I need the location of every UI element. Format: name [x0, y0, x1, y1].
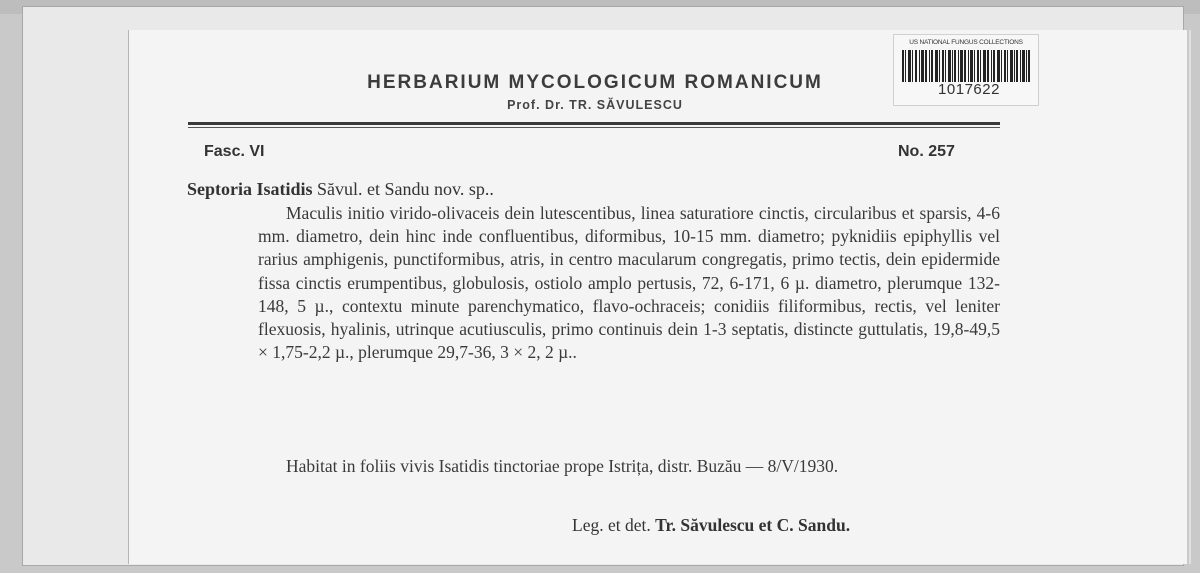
- label-fold: [1189, 30, 1191, 564]
- barcode-label: [893, 34, 1039, 106]
- species-name: Septoria Isatidis: [187, 179, 313, 199]
- collector-prefix: Leg. et det.: [572, 515, 656, 535]
- barcode-caption: US NATIONAL FUNGUS COLLECTIONS: [909, 39, 1023, 46]
- species-description: Maculis initio virido-olivaceis dein lutescentibus, linea saturatiore cinctis, circularibus et sparsis, 4-6 mm. diametro, dein hinc inde confluentibus, diformibus, 10-15 mm. diametro; pyknidiis epiphyllis vel rarius amphigenis, punctiformibus, atris, in centro macularum congregatis, primo tectis, dein epidermide fissa cinctis erumpentibus, globulosis, ostiolo amplo pertusis, 72, 6-171, 6 µ. diametro, plerumque 132-148, 5 µ., contextu minute parenchymatico, flavo-ochraceis; conidiis filiformibus, rectis, vel leniter flexuosis, hyalinis, utrinque acutiusculis, primo continuis dein 1-3 septatis, distincte guttulatis, 19,8-49,5 × 1,75-2,2 µ., plerumque 29,7-36, 3 × 2, 2 µ..: [258, 203, 1000, 363]
- barcode-number: 1017622: [938, 81, 1000, 98]
- species-line: [187, 179, 494, 200]
- herbarium-title: HERBARIUM MYCOLOGICUM ROMANICUM: [367, 72, 823, 93]
- species-authority: Săvul. et Sandu nov. sp..: [312, 179, 494, 199]
- collector-names: Tr. Săvulescu et C. Sandu.: [655, 515, 851, 535]
- barcode-icon: [902, 50, 1030, 82]
- habitat-text: Habitat in foliis vivis Isatidis tinctoriae prope Istrița, distr. Buzău — 8/V/1930.: [286, 456, 839, 476]
- header-rule-thick: [188, 122, 1000, 125]
- specimen-number: No. 257: [898, 143, 955, 160]
- herbarium-editor: Prof. Dr. TR. SĂVULESCU: [507, 98, 683, 112]
- header-rule-thin: [188, 127, 1000, 128]
- collector-line: [572, 515, 850, 536]
- fascicle: Fasc. VI: [204, 143, 265, 160]
